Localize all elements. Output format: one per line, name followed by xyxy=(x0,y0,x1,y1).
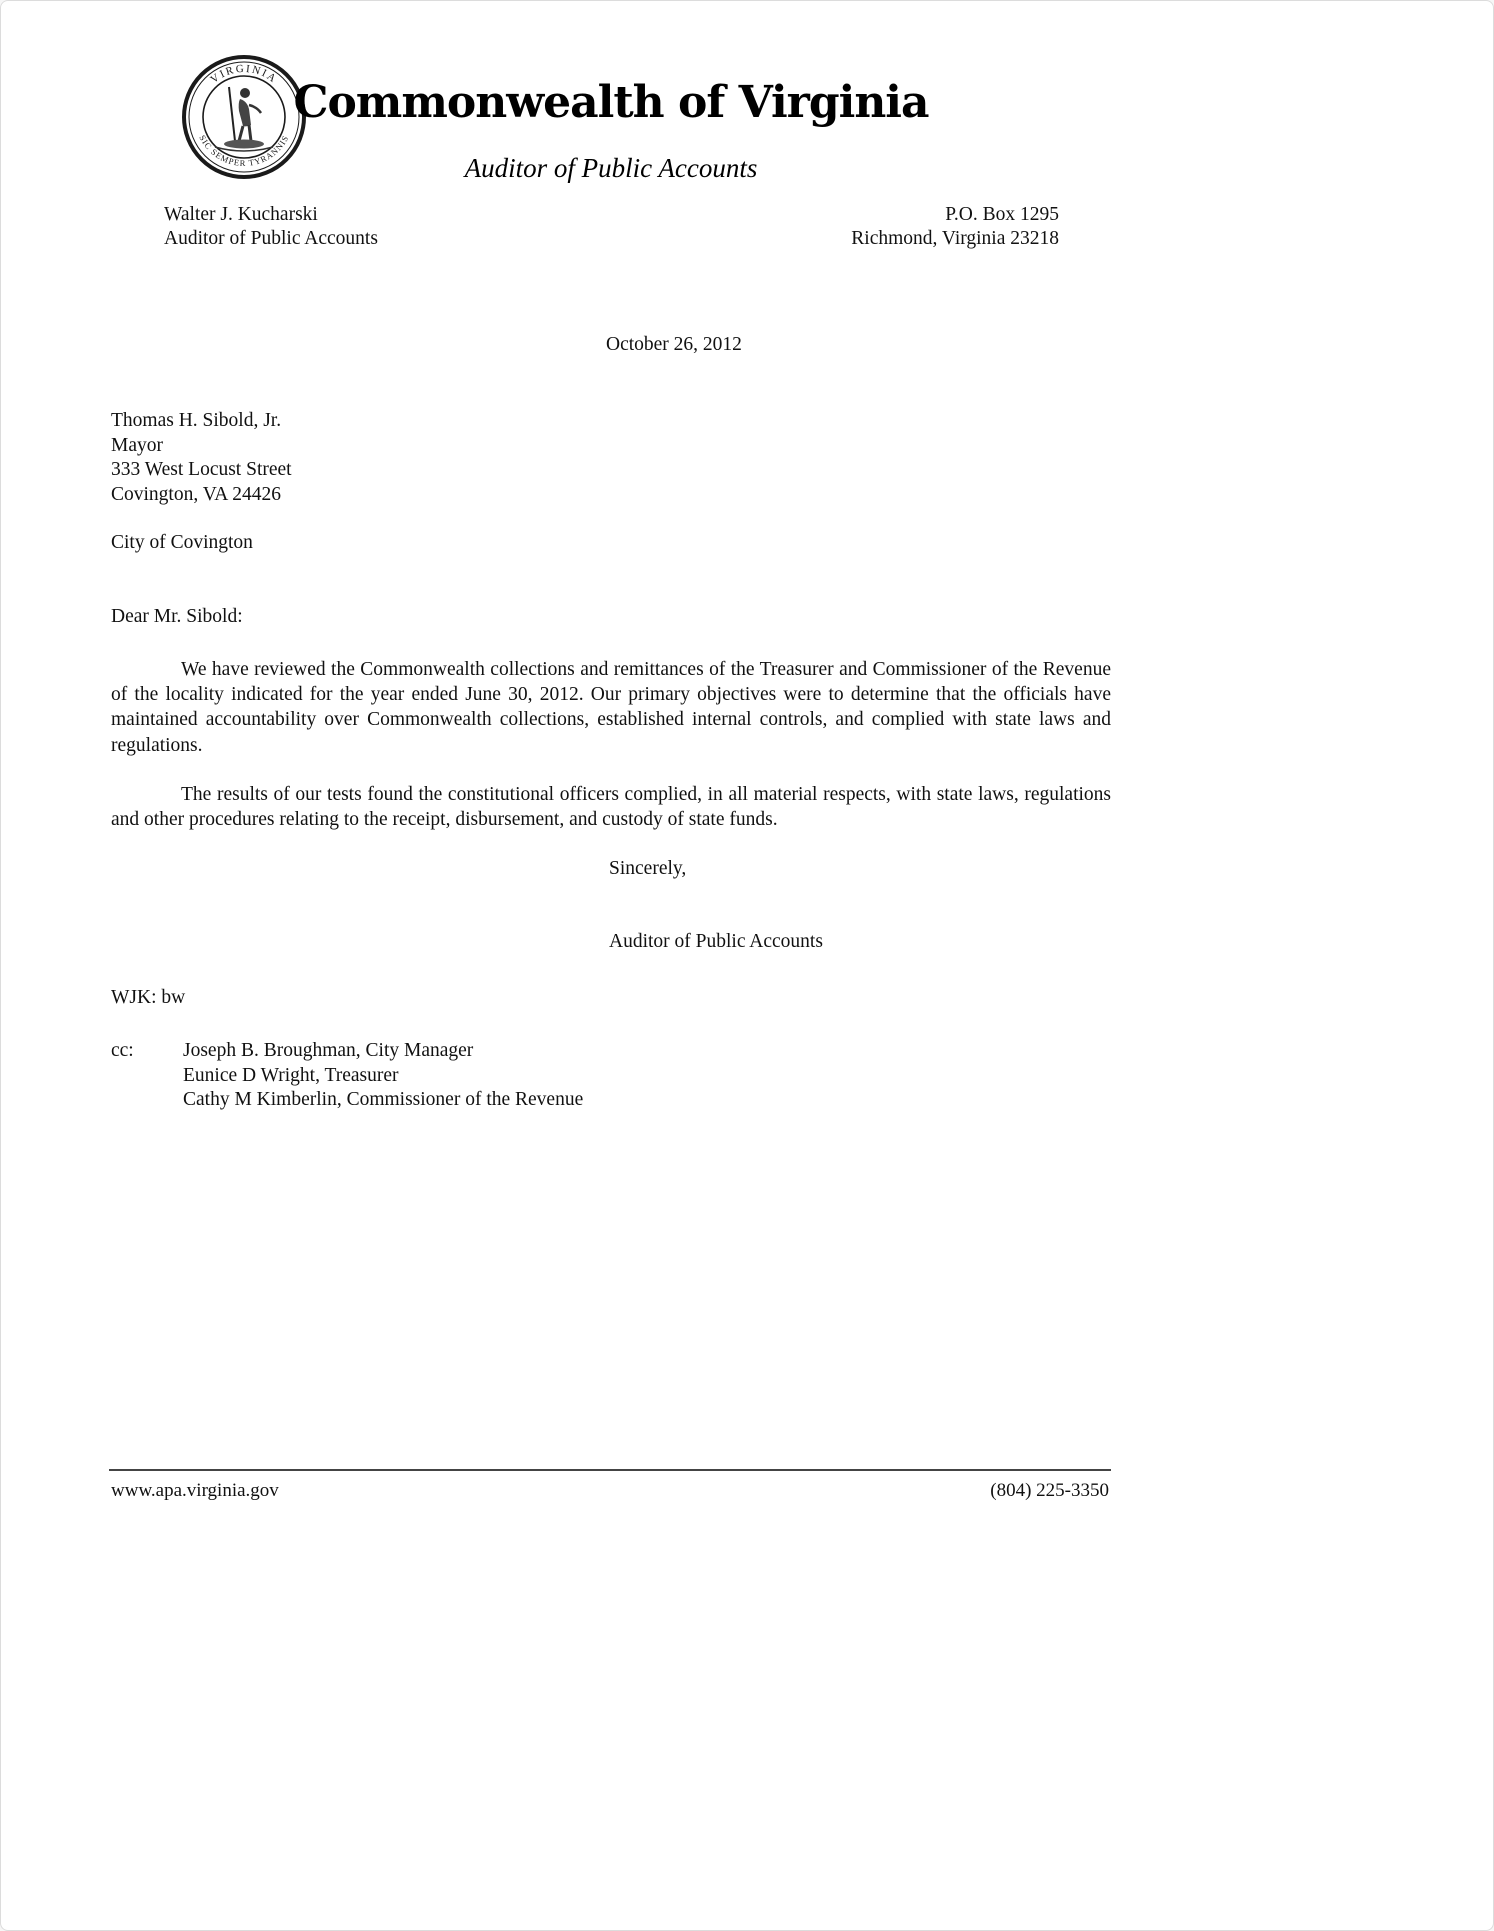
cc-item: Cathy M Kimberlin, Commissioner of the Revenue xyxy=(183,1089,584,1111)
recipient-street: 333 West Locust Street xyxy=(111,459,292,481)
seal-bottom-text: SIC SEMPER TYRANNIS xyxy=(197,133,291,169)
page-subtitle: Auditor of Public Accounts xyxy=(464,153,758,183)
recipient-block xyxy=(111,409,292,507)
footer-phone: (804) 225-3350 xyxy=(990,1480,1109,1501)
body-paragraph-2: The results of our tests found the constitutional officers complied, in all material respects, with state laws, regulations and other procedures relating to the receipt, disbursement, and custody of state funds. xyxy=(111,784,1111,831)
signature-title: Auditor of Public Accounts xyxy=(609,931,823,952)
sender-address-block xyxy=(851,203,1059,250)
seal-top-text: VIRGINIA xyxy=(208,62,280,86)
cc-block xyxy=(111,1039,583,1113)
sender-title: Auditor of Public Accounts xyxy=(164,227,378,249)
cc-item: Joseph B. Broughman, City Manager xyxy=(183,1040,474,1061)
cc-item: Eunice D Wright, Treasurer xyxy=(183,1064,399,1086)
footer-divider xyxy=(109,1469,1111,1471)
recipient-title: Mayor xyxy=(111,434,163,456)
sender-block xyxy=(164,203,378,250)
sender-po-box: P.O. Box 1295 xyxy=(945,204,1059,225)
cc-list xyxy=(183,1039,583,1113)
typist-initials: WJK: bw xyxy=(111,987,186,1008)
sender-city-state: Richmond, Virginia 23218 xyxy=(851,227,1059,249)
cc-label: cc: xyxy=(111,1040,134,1061)
recipient-name: Thomas H. Sibold, Jr. xyxy=(111,410,282,431)
footer-website: www.apa.virginia.gov xyxy=(111,1480,279,1501)
sender-name: Walter J. Kucharski xyxy=(164,204,318,225)
body-paragraph-1: We have reviewed the Commonwealth collections and remittances of the Treasurer and Commissioner of the Revenue of the locality indicated for the year ended June 30, 2012. Our primary objectives were to determine that the officials have maintained accountability over Commonwealth collections, established internal controls, and complied with state laws and regulations. xyxy=(111,659,1111,756)
letter-date: October 26, 2012 xyxy=(606,334,742,355)
recipient-city: Covington, VA 24426 xyxy=(111,483,281,505)
locality-line: City of Covington xyxy=(111,532,253,553)
footer xyxy=(111,1480,1109,1502)
salutation: Dear Mr. Sibold: xyxy=(111,606,243,627)
closing: Sincerely, xyxy=(609,858,687,879)
page-title: Commonwealth of Virginia xyxy=(293,77,929,128)
